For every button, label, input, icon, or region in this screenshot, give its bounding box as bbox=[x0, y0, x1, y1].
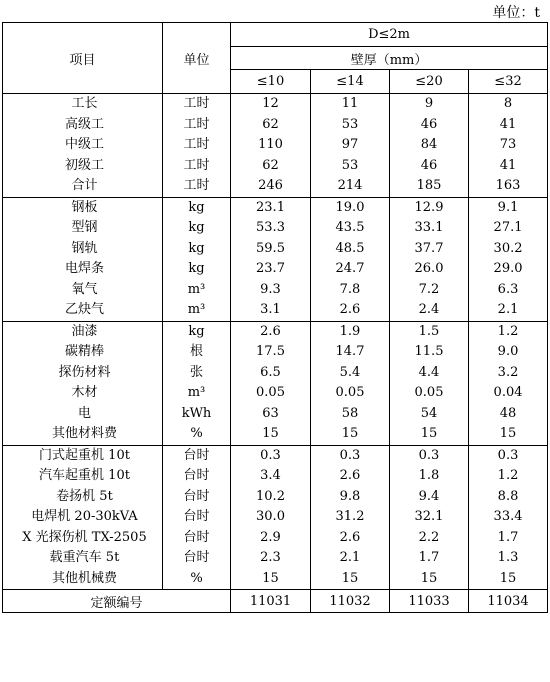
item-unit: 工时 bbox=[183, 137, 210, 152]
quota-code: 11033 bbox=[390, 590, 469, 613]
item-value: 3.4 bbox=[260, 468, 281, 483]
item-name: 合计 bbox=[71, 178, 98, 193]
item-unit: kg bbox=[188, 261, 205, 276]
item-value: 0.05 bbox=[256, 385, 285, 400]
item-unit: 台时 bbox=[183, 550, 210, 565]
item-value: 2.4 bbox=[418, 302, 440, 317]
item-value: 8 bbox=[503, 96, 513, 111]
item-name: 型钢 bbox=[71, 220, 98, 235]
thickness-col-header: ≤32 bbox=[469, 70, 548, 94]
item-value: 53.3 bbox=[256, 220, 285, 235]
group-block bbox=[3, 445, 548, 590]
item-unit: kg bbox=[188, 323, 205, 339]
item-value: 12 bbox=[262, 96, 279, 111]
item-name: 高级工 bbox=[64, 116, 104, 132]
item-value: 1.9 bbox=[339, 323, 361, 339]
value-cell bbox=[311, 321, 390, 445]
group-block bbox=[3, 94, 548, 198]
thickness-col-header: ≤10 bbox=[231, 70, 311, 94]
item-value: 2.1 bbox=[339, 550, 361, 565]
item-unit: 台时 bbox=[183, 529, 210, 545]
item-value: 58 bbox=[341, 405, 359, 421]
value-cell bbox=[231, 321, 311, 445]
value-cell bbox=[469, 94, 548, 198]
item-value: 9.4 bbox=[418, 488, 440, 504]
item-value: 62 bbox=[262, 116, 279, 132]
item-name: 其他机械费 bbox=[51, 570, 117, 586]
item-name: 工长 bbox=[71, 96, 98, 111]
item-value: 1.8 bbox=[418, 468, 440, 483]
item-name: 钢轨 bbox=[71, 240, 98, 256]
item-name: 卷扬机 5t bbox=[56, 488, 113, 504]
item-value: 41 bbox=[499, 116, 517, 132]
item-value: 5.4 bbox=[339, 364, 361, 380]
item-value: 62 bbox=[262, 157, 279, 173]
item-value: 26.0 bbox=[414, 261, 444, 276]
item-name: 门式起重机 10t bbox=[39, 447, 130, 463]
value-cell bbox=[469, 445, 548, 590]
value-cell bbox=[469, 197, 548, 321]
item-name: 汽车起重机 10t bbox=[39, 468, 130, 483]
wall-thickness-header: 壁厚（mm） bbox=[231, 47, 548, 70]
value-cell bbox=[311, 445, 390, 590]
item-unit: 工时 bbox=[183, 96, 210, 111]
item-value: 2.6 bbox=[260, 323, 281, 339]
item-value: 19.0 bbox=[335, 199, 365, 215]
item-name: 探伤材料 bbox=[58, 364, 111, 380]
item-value: 0.3 bbox=[497, 447, 519, 463]
item-value: 1.3 bbox=[497, 550, 519, 565]
item-value: 23.7 bbox=[256, 261, 285, 276]
value-cell bbox=[390, 94, 469, 198]
item-value: 9.3 bbox=[260, 281, 281, 297]
item-value: 73 bbox=[499, 137, 517, 152]
item-value: 1.7 bbox=[418, 550, 440, 565]
item-name: X 光探伤机 TX-2505 bbox=[22, 529, 147, 545]
item-name: 电 bbox=[77, 405, 91, 421]
item-value: 246 bbox=[258, 178, 283, 193]
item-unit: 工时 bbox=[183, 157, 210, 173]
item-name-cell bbox=[3, 445, 163, 590]
item-unit: m³ bbox=[187, 281, 206, 297]
item-value: 9 bbox=[424, 96, 434, 111]
item-value: 46 bbox=[420, 157, 438, 173]
item-name-cell bbox=[3, 321, 163, 445]
item-value: 15 bbox=[262, 570, 279, 586]
value-cell bbox=[390, 321, 469, 445]
item-value: 2.2 bbox=[418, 529, 440, 545]
item-value: 2.1 bbox=[497, 302, 519, 317]
value-cell bbox=[311, 197, 390, 321]
item-value: 53 bbox=[341, 116, 359, 132]
value-cell bbox=[311, 94, 390, 198]
item-value: 1.2 bbox=[497, 468, 519, 483]
item-name: 电焊机 20-30kVA bbox=[31, 509, 138, 524]
item-value: 10.2 bbox=[256, 488, 285, 504]
value-cell bbox=[390, 445, 469, 590]
item-value: 0.05 bbox=[335, 385, 365, 400]
item-value: 3.2 bbox=[497, 364, 519, 380]
item-unit: 根 bbox=[189, 344, 203, 359]
unit-cell bbox=[163, 445, 231, 590]
item-value: 43.5 bbox=[335, 220, 365, 235]
item-name-cell bbox=[3, 197, 163, 321]
item-unit: 台时 bbox=[183, 447, 210, 463]
item-value: 63 bbox=[262, 405, 279, 421]
item-value: 15 bbox=[420, 426, 438, 441]
item-value: 0.3 bbox=[339, 447, 361, 463]
quota-code: 11032 bbox=[311, 590, 390, 613]
value-cell bbox=[469, 321, 548, 445]
item-value: 2.6 bbox=[339, 468, 361, 483]
item-value: 9.0 bbox=[497, 344, 519, 359]
item-value: 15 bbox=[341, 570, 359, 586]
item-unit: 工时 bbox=[183, 178, 210, 193]
group-block bbox=[3, 197, 548, 321]
item-value: 15 bbox=[262, 426, 279, 441]
item-value: 54 bbox=[420, 405, 438, 421]
unit-cell bbox=[163, 197, 231, 321]
quota-table bbox=[2, 22, 548, 613]
unit-note: 单位：t bbox=[492, 5, 540, 21]
item-value: 29.0 bbox=[493, 261, 523, 276]
item-value: 41 bbox=[499, 157, 517, 173]
item-value: 2.6 bbox=[339, 302, 361, 317]
value-cell bbox=[231, 94, 311, 198]
item-value: 59.5 bbox=[256, 240, 285, 256]
item-value: 46 bbox=[420, 116, 438, 132]
item-value: 53 bbox=[341, 157, 359, 173]
item-name: 载重汽车 5t bbox=[49, 550, 120, 565]
item-value: 2.9 bbox=[260, 529, 281, 545]
item-value: 15 bbox=[499, 570, 517, 586]
item-name: 氧气 bbox=[71, 281, 98, 297]
item-unit: % bbox=[190, 426, 203, 441]
item-value: 4.4 bbox=[418, 364, 440, 380]
item-unit: % bbox=[190, 570, 203, 586]
quota-code-label: 定额编号 bbox=[3, 590, 231, 613]
item-name: 油漆 bbox=[71, 323, 98, 339]
value-cell bbox=[231, 445, 311, 590]
item-value: 8.8 bbox=[497, 488, 519, 504]
unit-cell bbox=[163, 94, 231, 198]
item-name: 初级工 bbox=[64, 157, 104, 173]
item-value: 2.6 bbox=[339, 529, 361, 545]
item-unit: 张 bbox=[189, 364, 203, 380]
item-value: 17.5 bbox=[256, 344, 285, 359]
item-value: 15 bbox=[499, 426, 517, 441]
item-value: 1.7 bbox=[497, 529, 519, 545]
thickness-col-header: ≤20 bbox=[390, 70, 469, 94]
item-value: 37.7 bbox=[414, 240, 444, 256]
diameter-group-header: D≤2m bbox=[231, 23, 548, 47]
item-value: 2.3 bbox=[260, 550, 281, 565]
item-value: 185 bbox=[416, 178, 442, 193]
item-value: 32.1 bbox=[414, 509, 444, 524]
group-block bbox=[3, 321, 548, 445]
item-value: 9.1 bbox=[497, 199, 519, 215]
item-value: 163 bbox=[495, 178, 521, 193]
quota-code: 11031 bbox=[231, 590, 311, 613]
item-value: 110 bbox=[258, 137, 283, 152]
item-value: 1.5 bbox=[418, 323, 440, 339]
item-value: 33.4 bbox=[493, 509, 523, 524]
item-name-cell bbox=[3, 94, 163, 198]
item-value: 12.9 bbox=[414, 199, 444, 215]
item-value: 48.5 bbox=[335, 240, 365, 256]
item-value: 0.3 bbox=[260, 447, 281, 463]
item-value: 30.2 bbox=[493, 240, 523, 256]
item-unit: 台时 bbox=[183, 509, 210, 524]
item-unit: m³ bbox=[187, 385, 206, 400]
item-value: 3.1 bbox=[260, 302, 281, 317]
item-value: 33.1 bbox=[414, 220, 444, 235]
item-unit: m³ bbox=[187, 302, 206, 317]
item-unit: kg bbox=[188, 220, 205, 235]
quota-code: 11034 bbox=[469, 590, 548, 613]
item-name: 其他材料费 bbox=[51, 426, 117, 441]
item-value: 0.04 bbox=[493, 385, 523, 400]
item-value: 24.7 bbox=[335, 261, 365, 276]
value-cell bbox=[390, 197, 469, 321]
item-value: 7.2 bbox=[418, 281, 440, 297]
item-header: 项目 bbox=[3, 23, 163, 94]
item-value: 31.2 bbox=[335, 509, 365, 524]
item-value: 0.3 bbox=[418, 447, 440, 463]
item-value: 6.5 bbox=[260, 364, 281, 380]
unit-cell bbox=[163, 321, 231, 445]
thickness-col-header: ≤14 bbox=[311, 70, 390, 94]
item-value: 11.5 bbox=[414, 344, 444, 359]
item-unit: kg bbox=[188, 199, 205, 215]
item-name: 乙炔气 bbox=[64, 302, 104, 317]
item-value: 214 bbox=[337, 178, 363, 193]
item-value: 7.8 bbox=[339, 281, 361, 297]
header-row-1 bbox=[3, 23, 548, 47]
item-unit: kg bbox=[188, 240, 205, 256]
item-value: 30.0 bbox=[256, 509, 285, 524]
item-unit: 台时 bbox=[183, 468, 210, 483]
item-name: 木材 bbox=[71, 385, 98, 400]
item-name: 中级工 bbox=[64, 137, 104, 152]
footer-row bbox=[3, 590, 548, 613]
item-value: 23.1 bbox=[256, 199, 285, 215]
quota-table-body bbox=[3, 23, 548, 613]
value-cell bbox=[231, 197, 311, 321]
item-unit: 台时 bbox=[183, 488, 210, 504]
item-value: 1.2 bbox=[497, 323, 519, 339]
unit-header: 单位 bbox=[163, 23, 231, 94]
item-value: 11 bbox=[341, 96, 359, 111]
item-name: 电焊条 bbox=[64, 261, 104, 276]
item-value: 15 bbox=[341, 426, 359, 441]
item-value: 27.1 bbox=[493, 220, 523, 235]
item-name: 碳精棒 bbox=[64, 344, 104, 359]
item-value: 14.7 bbox=[335, 344, 365, 359]
item-unit: 工时 bbox=[183, 116, 210, 132]
item-unit: kWh bbox=[181, 405, 212, 421]
item-value: 84 bbox=[420, 137, 438, 152]
item-value: 6.3 bbox=[497, 281, 519, 297]
item-value: 0.05 bbox=[414, 385, 444, 400]
item-name: 钢板 bbox=[71, 199, 98, 215]
item-value: 9.8 bbox=[339, 488, 361, 504]
item-value: 97 bbox=[341, 137, 359, 152]
item-value: 15 bbox=[420, 570, 438, 586]
item-value: 48 bbox=[499, 405, 517, 421]
